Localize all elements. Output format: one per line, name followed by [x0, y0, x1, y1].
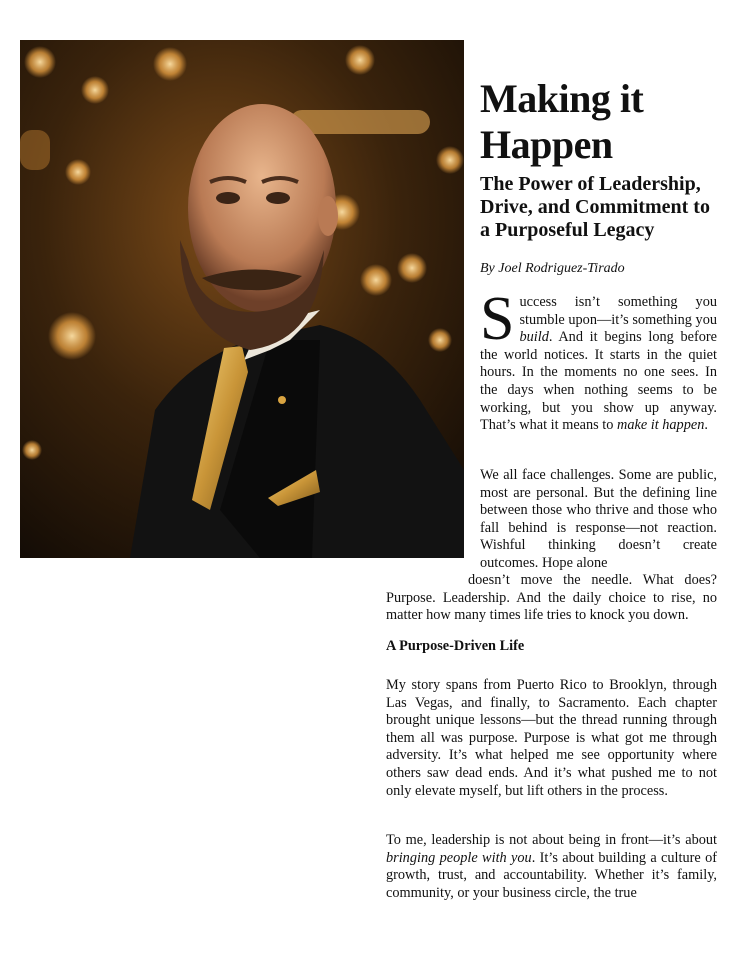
title-line-2: Happen [480, 122, 613, 167]
intro-paragraph [480, 285, 717, 435]
title-line-1: Making it [480, 76, 644, 121]
intro-text-emphasis-make-it-happen: make it happen [617, 417, 705, 434]
article-title [480, 76, 720, 168]
leadership-emphasis: bringing people with you [386, 849, 532, 866]
section-heading: A Purpose-Driven Life [386, 638, 525, 654]
leadership-text-a: To me, leadership is not about being in front—it’s about [386, 832, 717, 848]
author-photo [20, 40, 464, 558]
story-paragraph: My story spans from Puerto Rico to Brooklyn, through Las Vegas, and finally, to Sacramento. Each chapter brought unique lessons—but the thread running through them all was purpose. Purpose is what got me through adversity. It’s what helped me see opportunity where others saw dead ends. And it’s what pushed me to not only elevate myself, but lift others in the process. [386, 677, 717, 799]
drop-cap: S [480, 285, 515, 353]
challenges-paragraph-part-1: We all face challenges. Some are public, most are personal. But the defining line between those who thrive and those who fall behind is response—not reaction. Wishful thinking doesn’t create outcomes. Hope alone [480, 467, 717, 571]
challenges-text: doesn’t move the needle. What does? Purpose. Leadership. And the daily choice to rise, no matter how many times life tries to knock you down. [386, 572, 717, 624]
intro-text-emphasis-build: build [519, 329, 549, 346]
leadership-text-c: . It’s about building a culture of growth, trust, and accountability. Whether it’s family, community, or your business circle, the true [386, 849, 717, 901]
article-subtitle: The Power of Leadership, Drive, and Commitment to a Purposeful Legacy [480, 173, 710, 241]
leadership-paragraph [386, 832, 717, 902]
intro-text-c: . And it begins long before the world notices. It starts in the quiet hours. In the moments no one sees. In the days when nothing seems to be working, but you show up anyway. That’s what it means to [480, 329, 717, 434]
challenges-paragraph-part-2 [386, 572, 717, 625]
intro-text-a: uccess isn’t something you stumble upon—it’s something you [519, 294, 717, 328]
intro-text-e: . [704, 417, 708, 434]
author-portrait-image [20, 40, 464, 558]
author-byline: By Joel Rodriguez-Tirado [480, 261, 625, 276]
